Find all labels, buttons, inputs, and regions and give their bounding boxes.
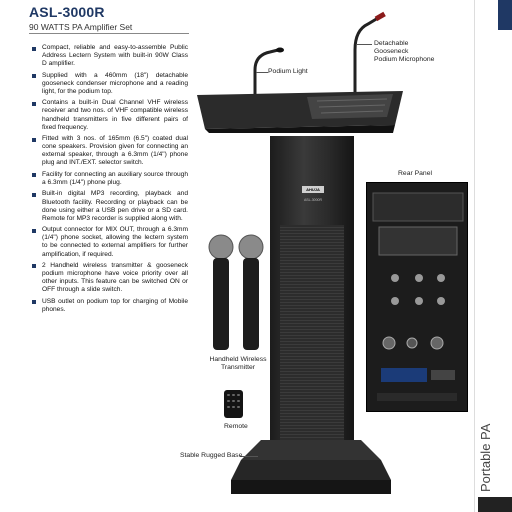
title-divider [29, 33, 189, 34]
remote-callout: Remote [224, 423, 248, 430]
feature-item: 2 Handheld wireless transmitter & gooseneck podium microphone have voice priority over all other inputs. This feature can be switched ON or OFF through a slide switch. [32, 262, 188, 294]
feature-list [32, 44, 188, 317]
remote-button [232, 400, 235, 402]
corner-thumbnail [478, 497, 512, 512]
base-leader [240, 456, 258, 457]
remote-button [237, 406, 240, 408]
feature-item: Built-in digital MP3 recording, playback and Bluetooth facility. Recording or playback can be done using either a USB pen drive or a SD card. Remote for MP3 recorder is supplied along with. [32, 190, 188, 222]
podium-light-leader [256, 72, 268, 73]
page-subtitle: 90 WATTS PA Amplifier Set [29, 22, 133, 32]
page-title: ASL-3000R [29, 4, 105, 20]
lectern-base [231, 440, 391, 494]
remote-button [232, 406, 235, 408]
corner-accent-block [498, 0, 512, 30]
rear-panel-controls [367, 183, 469, 413]
feature-item: Fitted with 3 nos. of 165mm (6.5") coated dual cone speakers. Provision given for connecting an external speaker, through a 6.3mm (1/4") phone plug and INT./EXT. selector switch. [32, 135, 188, 167]
remote-control [224, 390, 243, 418]
feature-item: Compact, reliable and easy-to-assemble Public Address Lectern System with built-in 90W Class D amplifier. [32, 44, 188, 68]
feature-item: Contains a built-in Dual Channel VHF wireless receiver and two nos. of VHF compatible wireless handheld transmitters in five different pairs of fixed frequency. [32, 99, 188, 131]
gooseneck-mic-leader [356, 44, 372, 45]
handheld-mic-right [238, 234, 264, 352]
podium-light-callout: Podium Light [268, 68, 308, 75]
feature-item: Supplied with a 460mm (18") detachable gooseneck condenser microphone and a reading light, for the podium top. [32, 72, 188, 96]
handheld-callout: Handheld Wireless Transmitter [209, 356, 267, 371]
page-edge-divider [474, 0, 475, 512]
feature-item: USB outlet on podium top for charging of Mobile phones. [32, 298, 188, 314]
podium-light-head [276, 48, 284, 53]
rear-panel-image [366, 182, 468, 412]
column-model-label: ASL-3000R [303, 198, 323, 202]
remote-button [227, 400, 230, 402]
remote-button [227, 406, 230, 408]
speaker-grille [280, 225, 344, 440]
lectern-top [197, 91, 403, 133]
feature-item: Output connector for MIX OUT, through a 6.3mm (1/4") phone socket, allowing the lectern system to be connected to external amplifiers for further amplification, if required. [32, 226, 188, 258]
feature-item: Facility for connecting an auxiliary source through a 6.3mm (1/4") phone plug. [32, 171, 188, 187]
gooseneck-mic-callout: Detachable Gooseneck Podium Microphone [374, 40, 435, 63]
remote-button [237, 394, 240, 396]
remote-button [232, 394, 235, 396]
base-callout: Stable Rugged Base [180, 452, 243, 459]
remote-button [227, 394, 230, 396]
handheld-mic-left [208, 234, 234, 352]
brand-badge: AHUJA [302, 186, 324, 193]
side-tab-label: Portable PA [478, 423, 493, 492]
rear-panel-callout: Rear Panel [398, 170, 433, 177]
remote-button [237, 400, 240, 402]
